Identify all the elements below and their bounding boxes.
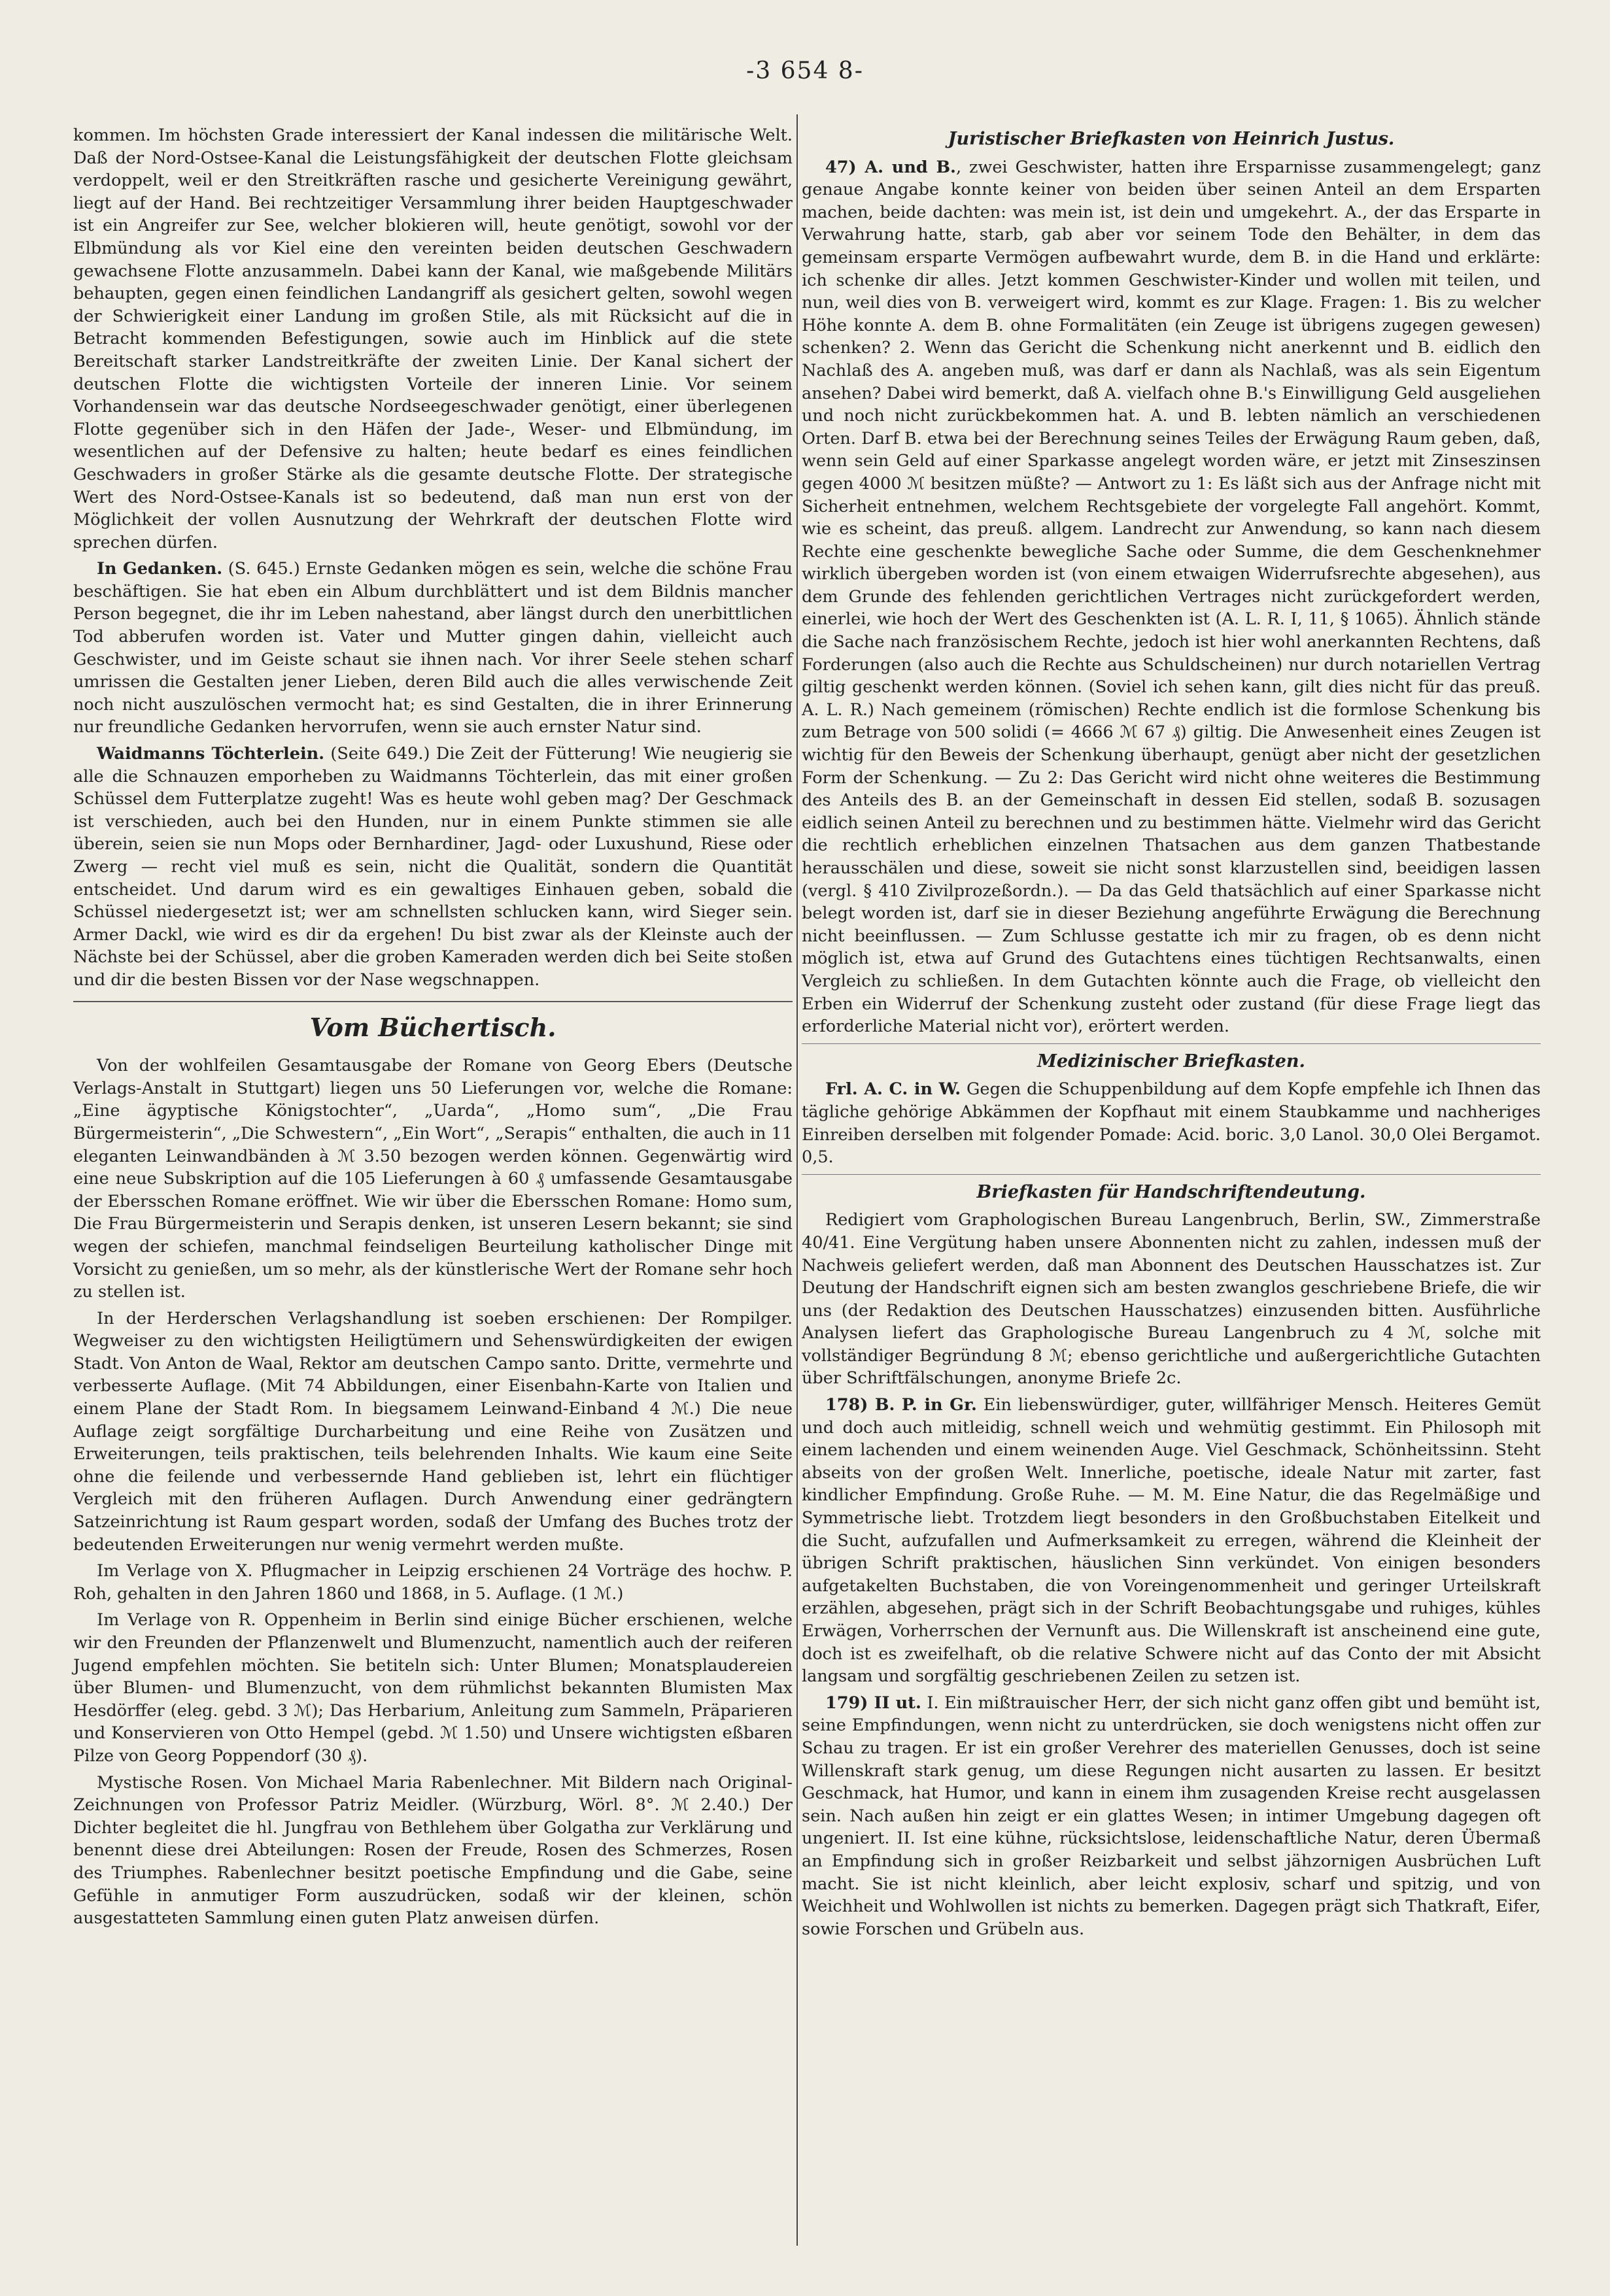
right-column	[802, 124, 1541, 1944]
paragraph-178	[802, 1394, 1541, 1688]
lead-waidmanns: Waidmanns Töchterlein.	[97, 744, 325, 764]
text-in-gedanken: (S. 645.) Ernste Gedanken mögen es sein, welche die schöne Frau beschäftigen. Sie hat eben ein Album durchblättert und ist dem Bildnis mancher Person begegnet, die ihr im Leben nahestand, aber längst durch den unerbittlichen Tod abberufen worden ist. Vater und Mutter gingen dahin, vielleicht auch Geschwister, und im Geiste schaut sie ihnen nach. Vor ihrer Seele stehen scharf umrissen die Gestalten jener Lieben, deren Bild auch die alles verwischende Zeit noch nicht auszulöschen vermocht hat; es sind Gestalten, die in ihrer Erinnerung nur freundliche Gedanken hervorrufen, wenn sie auch ernster Natur sind.	[73, 559, 793, 737]
paragraph-47	[802, 156, 1541, 1038]
lead-frl: Frl. A. C. in W.	[825, 1079, 961, 1100]
paragraph-waidmanns	[73, 743, 793, 992]
paragraph-rompilger: In der Herderschen Verlagshandlung ist soeben erschienen: Der Rompilger. Wegweiser zu den wichtigsten Heiligtümern und Sehenswürdigkeiten der ewigen Stadt. Von Anton de Waal, Rektor am deutschen Campo santo. Dritte, vermehrte und verbesserte Auflage. (Mit 74 Abbildungen, einer Eisenbahn-Karte von Italien und einem Plane der Stadt Rom. In biegsamem Leinwand-Einband 4 ℳ.) Die neue Auflage zeigt sorgfältige Durcharbeitung und eine Reihe von Zusätzen und Erweiterungen, teils praktischen, teils belehrenden Inhalts. Wie kaum eine Seite ohne die feilende und verbessernde Hand geblieben ist, lehrt ein flüchtiger Vergleich mit den früheren Auflagen. Durch Anwendung einer gedrängtern Satzeinrichtung ist Raum gespart worden, sodaß der Umfang des Buches trotz der bedeutenden Erweiterungen nur wenig vermehrt werden mußte.	[73, 1308, 793, 1555]
page-number: -3 654 8-	[746, 58, 864, 84]
lead-179: 179) II ut.	[825, 1693, 921, 1713]
paragraph-mystische-rosen: Mystische Rosen. Von Michael Maria Rabenlechner. Mit Bildern nach Original-Zeichnungen von Professor Patriz Meidler. (Würzburg, Wörl. 8°. ℳ 2.40.) Der Dichter begleitet die hl. Jungfrau von Bethlehem über Golgatha zur Verklärung und benennt diese drei Abteilungen: Rosen der Freude, Rosen des Schmerzes, Rosen des Triumphes. Rabenlechner besitzt poetische Empfindung und die Gabe, seine Gefühle in anmutiger Form auszudrücken, sodaß wir der kleinen, schön ausgestatteten Sammlung einen guten Platz anweisen dürfen.	[73, 1772, 793, 1929]
paragraph-kanal: kommen. Im höchsten Grade interessiert der Kanal indessen die militärische Welt. Daß der Nord-Ostsee-Kanal die Leistungsfähigkeit der deutschen Flotte gleichsam verdoppelt, weil er den Streitkräften rasche und gesicherte Vereinigung gewährt, liegt auf der Hand. Bei rechtzeitiger Versammlung ihrer beiden Hauptgeschwader ist ein Angreifer zur See, welcher blokieren will, heute genötigt, sowohl vor der Elbmündung als vor Kiel eine den vereinten beiden deutschen Geschwadern gewachsene Flotte anzusammeln. Dabei kann der Kanal, wie maßgebende Militärs behaupten, gegen einen feindlichen Landangriff als gesichert gelten, sowohl wegen der Schwierigkeit einer Landung im großen Stile, als mit Rücksicht auf die in Betracht kommenden Befestigungen, sowie auch im Hinblick auf die stete Bereitschaft starker Landstreitkräfte der zweiten Linie. Der Kanal sichert der deutschen Flotte die wichtigsten Vorteile der inneren Linie. Vor seinem Vorhandensein war das deutsche Nordseegeschwader genötigt, einer überlegenen Flotte gegenüber sich in den Häfen der Jade-, Weser- und Elbmündung, im wesentlichen auf der Defensive zu halten; heute bedarf es eines feindlichen Geschwaders in großer Stärke als die gesamte deutsche Flotte. Der strategische Wert des Nord-Ostsee-Kanals ist so bedeutend, daß man nun erst von der Möglichkeit der vollen Ausnutzung der Wehrkraft der deutschen Flotte wird sprechen dürfen.	[73, 126, 793, 552]
paragraph-pflugmacher: Im Verlage von X. Pflugmacher in Leipzig erschienen 24 Vorträge des hochw. P. Roh, gehalten in den Jahren 1860 und 1868, in 5. Auflage. (1 ℳ.)	[73, 1561, 793, 1604]
text-178: Ein liebenswürdiger, guter, willfähriger Mensch. Heiteres Gemüt und doch auch mitleidig, schnell weich und wehmütig gestimmt. Ein Philosoph mit einem lachenden und einem weinenden Auge. Viel Geschmack, Schönheitssinn. Steht abseits von der großen Welt. Innerliche, poetische, ideale Natur mit zarter, fast kindlicher Empfindung. Große Ruhe. — M. M. Eine Natur, die das Regelmäßige und Symmetrische liebt. Trotzdem liegt besonders in den Großbuchstaben Eitelkeit und die Sucht, aufzufallen und Aufmerksamkeit zu erregen, während die Kleinheit der übrigen Schrift praktischen, häuslichen Sinn verkündet. Von einigen besonders aufgetakelten Buchstaben, die von Voreingenommenheit und geringer Urteilskraft erzählen, abgesehen, prägt sich in der Schrift Beobachtungsgabe und ruhiges, kühles Erwägen, Vorherrschen der Vernunft aus. Die Willenskraft ist anscheinend eine gute, doch ist es zweifelhaft, ob die relative Schwere nicht auf das Conto der mit Absicht langsam und sorgfältig geschriebenen Zeilen zu setzen ist.	[802, 1395, 1541, 1687]
section-rule	[802, 1174, 1541, 1175]
paragraph-oppenheim: Im Verlage von R. Oppenheim in Berlin sind einige Bücher erschienen, welche wir den Freunden der Pflanzenwelt und Blumenzucht, namentlich auch der reiferen Jugend empfehlen möchten. Sie betiteln sich: Unter Blumen; Monatsplaudereien über Blumen- und Blumenzucht, von dem rühmlichst bekannten Blumisten Max Hesdörffer (eleg. gebd. 3 ℳ); Das Herbarium, Anleitung zum Sammeln, Präparieren und Konservieren von Otto Hempel (gebd. ℳ 1.50) und Unsere wichtigsten eßbaren Pilze von Georg Poppendorf (30 ₰).	[73, 1610, 793, 1766]
text-47: , zwei Geschwister, hatten ihre Ersparnisse zusammengelegt; ganz genaue Angabe konnte keiner von beiden über seinen Anteil an dem Ersparten machen, beide dachten: was mein ist, ist dein und umgekehrt. A., der das Ersparte in Verwahrung hatte, starb, gab aber vor seinem Tode den Behälter, in dem das gemeinsam ersparte Vermögen aufbewahrt wurde, dem B. in die Hand und erklärte: ich schenke dir alles. Jetzt kommen Geschwister-Kinder und wollen mit teilen, und nun, weil dies von B. verweigert wird, kommt es zur Klage. Fragen: 1. Bis zu welcher Höhe konnte A. dem B. ohne Formalitäten (ein Zeuge ist übrigens zugegen gewesen) schenken? 2. Wenn das Gericht die Schenkung nicht anerkennt und B. eidlich den Nachlaß des A. angeben muß, was darf er dann als Nachlaß, was als sein Eigentum ansehen? Dabei wird bemerkt, daß A. vielfach ohne B.'s Einwilligung Geld ausgeliehen und noch nicht zurückbekommen hat. A. und B. lebten nämlich an verschiedenen Orten. Darf B. etwa bei der Berechnung seines Teiles der Erwägung Raum geben, daß, wenn sein Geld auf einer Sparkasse angelegt worden wäre, er jetzt mit Zinseszinsen gegen 4000 ℳ besitzen müßte? — Antwort zu 1: Es läßt sich aus der Anfrage nicht mit Sicherheit entnehmen, welchem Rechtsgebiete der vorgelegte Fall angehört. Kommt, wie es scheint, das preuß. allgem. Landrecht zur Anwendung, so kann nach diesem Rechte eine geschenkte bewegliche Sache oder Summe, die dem Geschenknehmer wirklich übergeben worden ist (von einem etwaigen Widerrufsrechte abgesehen), aus dem Grunde des fehlenden gerichtlichen Vertrages nicht zurückgefordert werden, einerlei, wie hoch der Wert des Geschenkten ist (A. L. R. I, 11, § 1065). Ähnlich stände die Sache nach französischem Rechte, jedoch ist hier wohl anerkannten Rechtens, daß Forderungen (also auch die Rechte aus Schuldscheinen) nur durch notariellen Vertrag giltig geschenkt werden können. (Soviel ich sehen kann, gilt dies nicht für das preuß. A. L. R.) Nach gemeinem (römischen) Rechte endlich ist die formlose Schenkung bis zum Betrage von 500 solidi (= 4666 ℳ 67 ₰) giltig. Die Anwesenheit eines Zeugen ist wichtig für den Beweis der Schenkung überhaupt, genügt aber nicht der gesetzlichen Form der Schenkung. — Zu 2: Das Gericht wird nicht ohne weiteres die Bestimmung des Anteils des B. an der Gemeinschaft in dessen Eid stellen, sodaß B. sozusagen eidlich seinen Anteil zu berechnen und zu bestimmen hätte. Vielmehr wird das Gericht die rechtlich erheblichen einzelnen Thatsachen aus dem ganzen Thatbestande herausschälen und diese, soweit sie nicht sonst klarzustellen sind, beeidigen lassen (vergl. § 410 Zivilprozeßordn.). — Da das Geld thatsächlich auf einer Sparkasse nicht belegt worden ist, darf sie in dieser Beziehung angeführte Erwägung die Berechnung nicht beeinflussen. — Zum Schlusse gestatte ich mir zu fragen, ob es denn nicht möglich ist, etwa auf Grund des Gutachtens eines tüchtigen Rechtsanwalts, einen Vergleich zu schließen. In dem Gutachten könnte auch die Frage, ob vielleicht den Erben ein Widerruf der Schenkung zusteht oder zustand (für diese Frage liegt das erforderliche Material nicht vor), erörtert werden.	[802, 157, 1541, 1037]
section-rule	[73, 1001, 793, 1002]
lead-47: 47) A. und B.	[825, 157, 956, 177]
heading-handschriften: Briefkasten für Handschriftendeutung.	[976, 1181, 1366, 1202]
lead-178: 178) B. P. in Gr.	[825, 1395, 977, 1415]
text-waidmanns: (Seite 649.) Die Zeit der Fütterung! Wie neugierig sie alle die Schnauzen emporheben zu Waidmanns Töchterlein, das mit einer großen Schüssel dem Futterplatze zugeht! Was es heute wohl geben mag? Der Geschmack ist verschieden, auch bei den Hunden, nur in einem Punkte stimmen sie alle überein, seien sie nun Mops oder Bernhardiner, Jagd- oder Luxushund, Riese oder Zwerg — recht viel muß es sein, nicht die Qualität, sondern die Quantität entscheidet. Und darum wird es ein gewaltiges Einhauen geben, sobald die Schüssel niedergesetzt ist; wer am schnellsten schlucken kann, wird Sieger sein. Armer Dackl, wie wird es dir da ergehen! Du bist zwar als der Kleinste auch der Nächste bei der Schüssel, aber die groben Kameraden werden dich bei Seite stoßen und dir die besten Bissen vor der Nase wegschnappen.	[73, 744, 793, 990]
paragraph-frl	[802, 1078, 1541, 1168]
lead-in-gedanken: In Gedanken.	[97, 559, 223, 579]
column-divider	[796, 114, 798, 2246]
paragraph-ebers: Von der wohlfeilen Gesamtausgabe der Romane von Georg Ebers (Deutsche Verlags-Anstalt in Stuttgart) liegen uns 50 Lieferungen vor, welche die Romane: „Eine ägyptische Königstochter“, „Uarda“, „Homo sum“, „Die Frau Bürgermeisterin“, „Die Schwestern“, „Ein Wort“, „Serapis“ enthalten, die auch in 11 eleganten Leinwandbänden à ℳ 3.50 bezogen werden können. Gegenwärtig wird eine neue Subskription auf die 105 Lieferungen à 60 ₰ umfassende Gesamtausgabe der Ebersschen Romane eröffnet. Wie wir über die Ebersschen Romane: Homo sum, Die Frau Bürgermeisterin und Serapis denken, ist unseren Lesern bekannt; sie sind wegen der schiefen, manchmal feindseligen Beurteilung katholischer Dinge mit Vorsicht zu genießen, um so mehr, als der künstlerische Wert der Romane sehr hoch zu stellen ist.	[73, 1056, 793, 1302]
left-column	[73, 124, 793, 1934]
section-rule	[802, 1043, 1541, 1044]
heading-medizinischer: Medizinischer Briefkasten.	[1037, 1051, 1305, 1072]
paragraph-redigiert: Redigiert vom Graphologischen Bureau Langenbruch, Berlin, SW., Zimmerstraße 40/41. Eine Vergütung haben unsere Abonnenten nicht zu zahlen, indessen muß der Nachweis geliefert werden, daß man Abonnent des Deutschen Hausschatzes ist. Zur Deutung der Handschrift eignen sich am besten zwanglos geschriebene Briefe, die wir uns (der Redaktion des Deutschen Hausschatzes) einzusenden bitten. Ausführliche Analysen liefert das Graphologische Bureau Langenbruch zu 4 ℳ, solche mit vollständiger Begründung 8 ℳ; ebenso gerichtliche und außergerichtliche Gutachten über Schriftfälschungen, anonyme Briefe 2c.	[802, 1210, 1541, 1389]
paragraph-179	[802, 1692, 1541, 1941]
text-frl: Gegen die Schuppenbildung auf dem Kopfe empfehle ich Ihnen das tägliche gehörige Abkämmen der Kopfhaut mit einem Staubkamme und nachheriges Einreiben derselben mit folgender Pomade: Acid. boric. 3,0 Lanol. 30,0 Olei Bergamot. 0,5.	[802, 1079, 1541, 1168]
text-179: I. Ein mißtrauischer Herr, der sich nicht ganz offen gibt und bemüht ist, seine Empfindungen, wenn nicht zu unterdrücken, sie doch wenigstens nicht offen zur Schau zu tragen. Er ist ein großer Verehrer des materiellen Genusses, doch ist seine Willenskraft stark genug, um diese Regungen nicht ausarten zu lassen. Er besitzt Geschmack, hat Humor, und kann in einem ihm zusagenden Kreise recht ausgelassen sein. Nach außen hin zeigt er ein glattes Wesen; in intimer Umgebung dagegen oft ungeniert. II. Ist eine kühne, rücksichtslose, leidenschaftliche Natur, deren Übermaß an Empfindung sich in großer Reizbarkeit und selbst jähzornigen Ausbrüchen Luft macht. Sie ist nicht kleinlich, aber leicht explosiv, scharf und spitzig, und von Weichheit und Wohlwollen ist nichts zu bemerken. Dagegen prägt sich Thatkraft, Eifer, sowie Forschen und Grübeln aus.	[802, 1693, 1541, 1939]
heading-juristischer: Juristischer Briefkasten von Heinrich Justus.	[948, 129, 1395, 149]
heading-buechertisch: Vom Büchertisch.	[309, 1012, 557, 1042]
paragraph-in-gedanken	[73, 558, 793, 739]
